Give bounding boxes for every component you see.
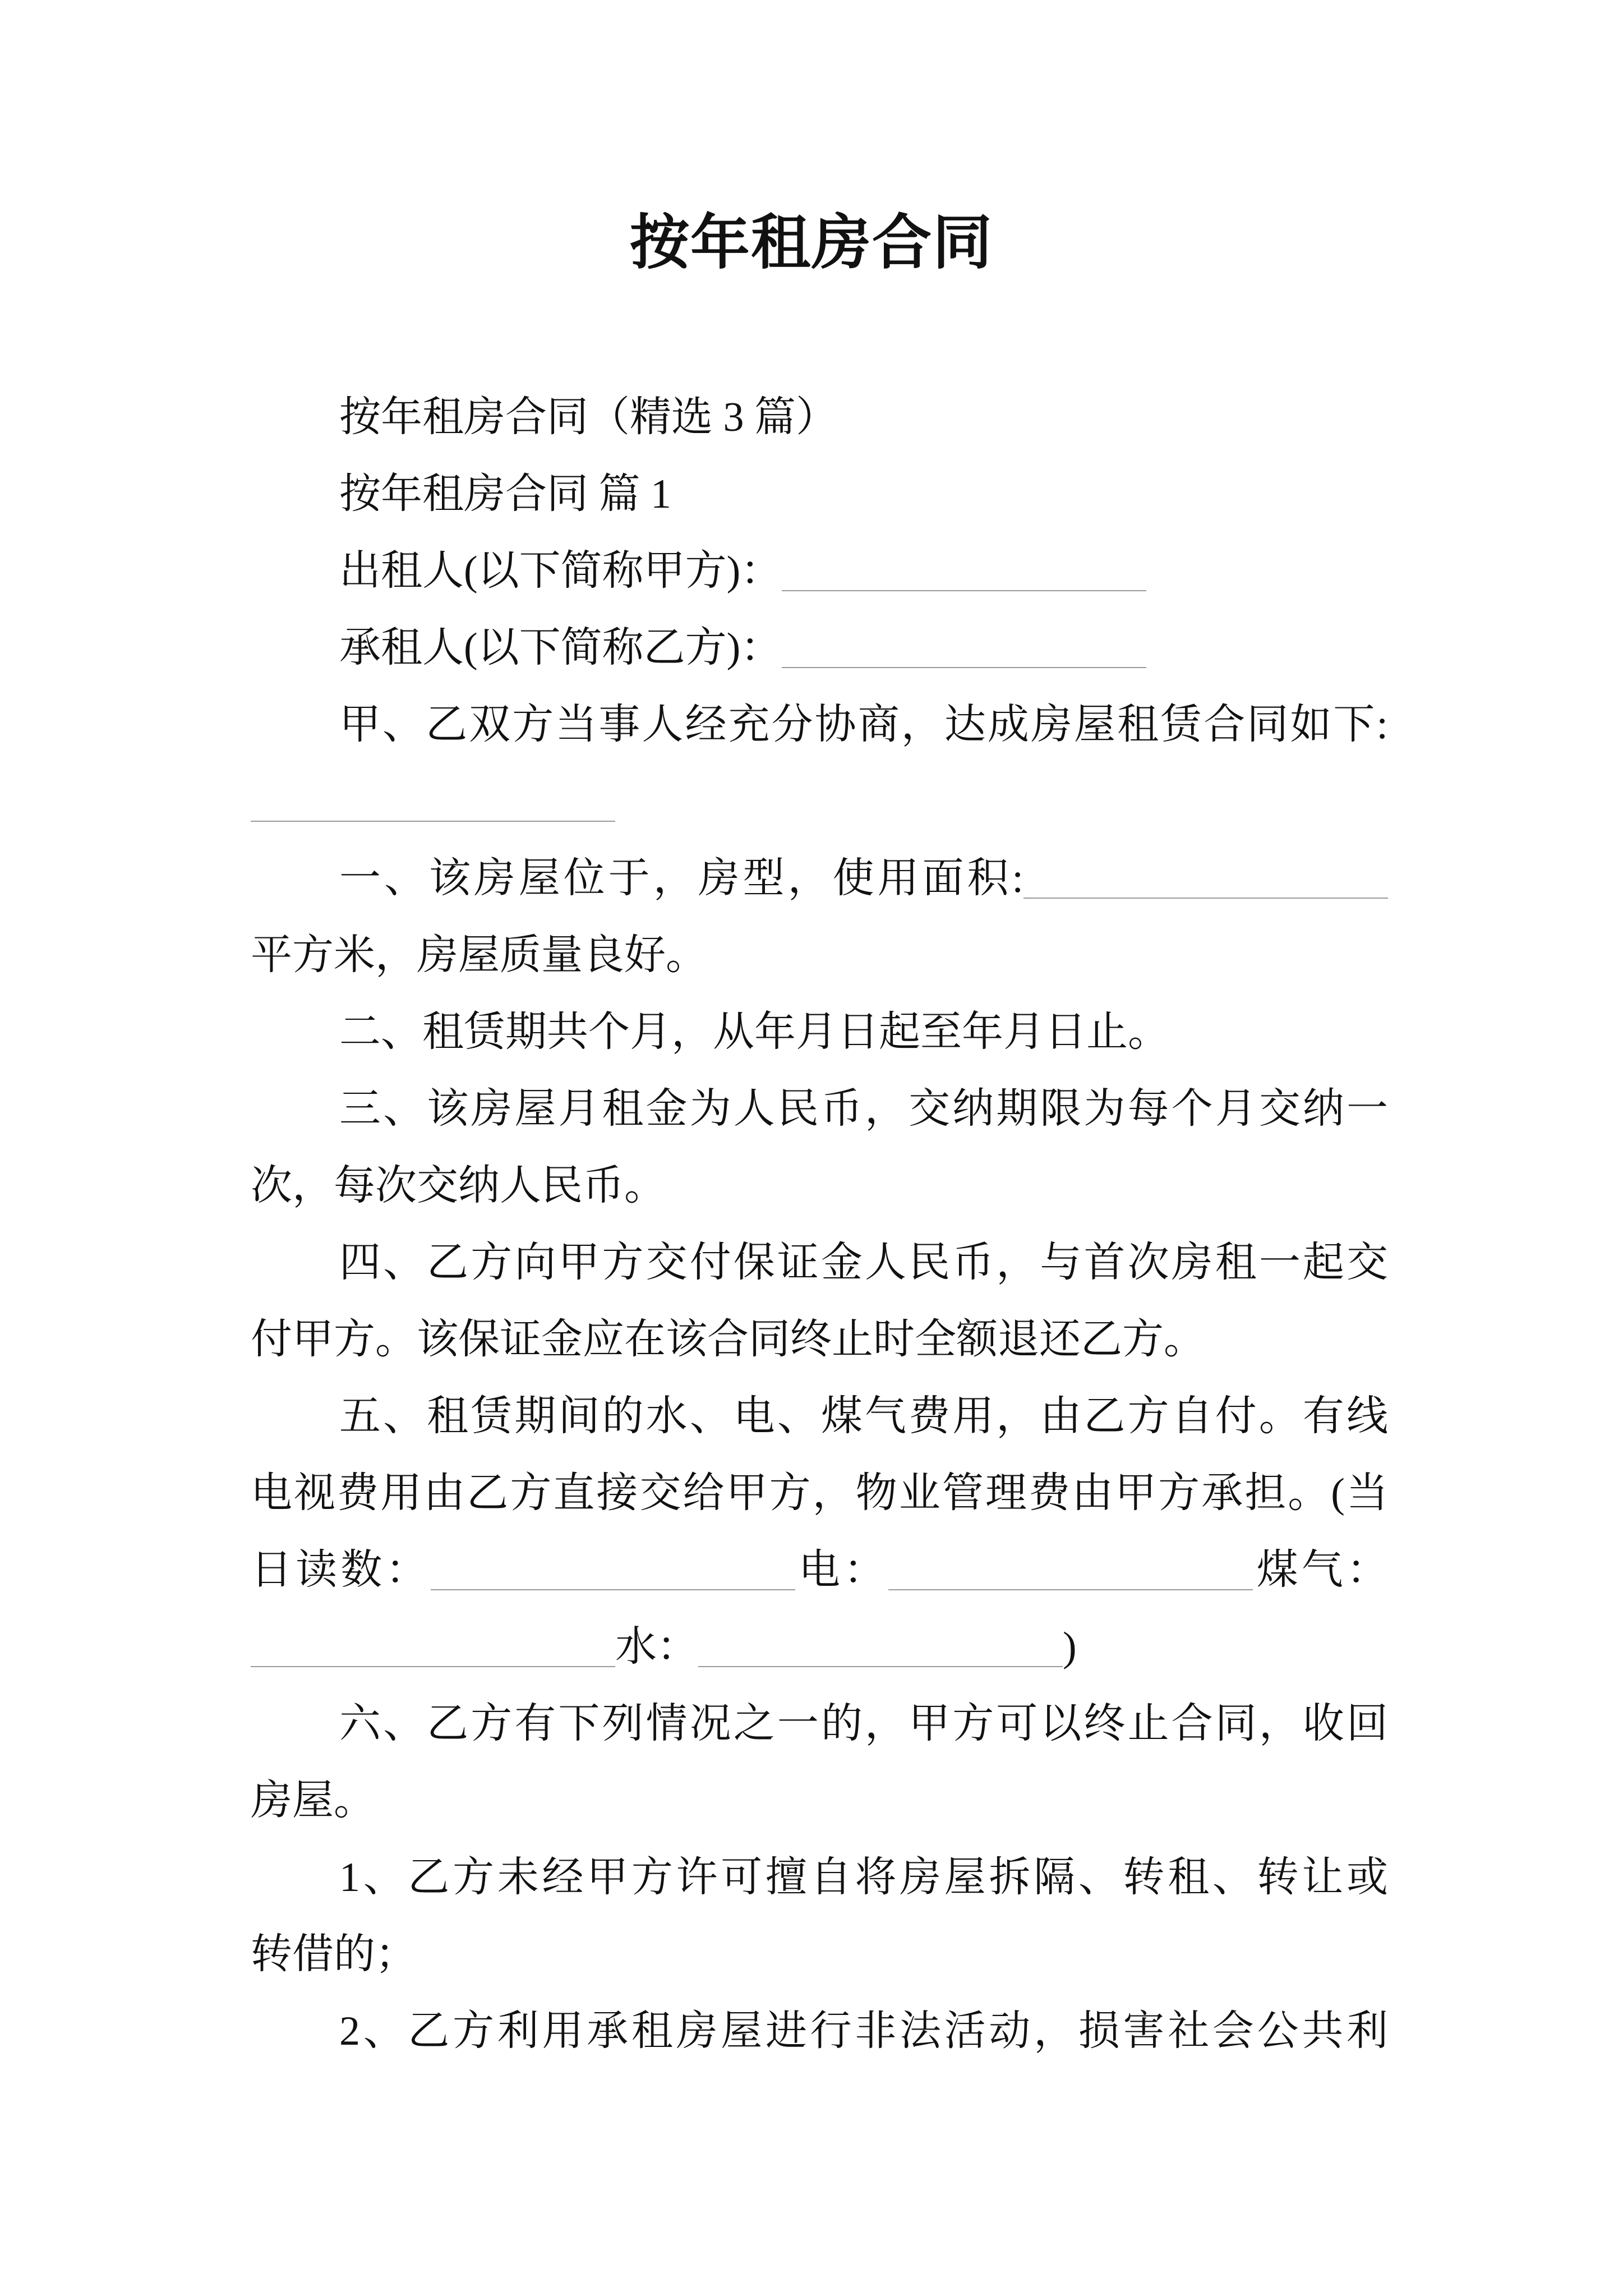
meter-readings-line-2 (251, 1609, 1388, 1686)
lessee-name-blank (782, 645, 1146, 668)
lessor-line (251, 533, 1388, 610)
document-title: 按年租房合同 (630, 210, 993, 276)
clause-5-line-1: 五、租赁期间的水、电、煤气费用，由乙方自付。有线 (339, 1393, 1388, 1439)
intro-blank (251, 798, 615, 822)
water-label: 水： (615, 1624, 698, 1670)
clause-4-line-1: 四、乙方向甲方交付保证金人民币，与首次房租一起交 (339, 1240, 1388, 1286)
clause-3-line-1: 三、该房屋月租金为人民币，交纳期限为每个月交纳一 (339, 1086, 1388, 1132)
clause-2-line-1: 二、租赁期共个月，从年月日起至年月日止。 (339, 1009, 1169, 1055)
clause-6-item-2-line-1: 2、乙方利用承租房屋进行非法活动，损害社会公共利 (339, 2008, 1388, 2054)
clause-6-line-2: 房屋。 (251, 1778, 375, 1824)
lessee-line (251, 610, 1388, 687)
water-blank (698, 1644, 1063, 1667)
electricity-label: 电： (795, 1547, 889, 1593)
lessor-name-blank (782, 568, 1146, 591)
closing-paren: ) (1063, 1624, 1077, 1670)
clause-6-item-1-line-2: 转借的； (251, 1931, 417, 1977)
clause-5-line-2: 电视费用由乙方直接交给甲方，物业管理费由甲方承担。(当 (251, 1470, 1388, 1516)
clause-6-item-1-line-1: 1、乙方未经甲方许可擅自将房屋拆隔、转租、转让或 (339, 1855, 1388, 1901)
intro-blank-line (251, 763, 1388, 840)
gas-label: 煤气： (1253, 1547, 1388, 1593)
clause-6-line-1: 六、乙方有下列情况之一的，甲方可以终止合同，收回 (339, 1701, 1388, 1747)
part-heading: 按年租房合同 篇 1 (339, 471, 671, 517)
reading-date-label: 日读数： (251, 1547, 431, 1593)
clause-1-line-2: 平方米，房屋质量良好。 (251, 932, 707, 978)
gas-blank (251, 1644, 615, 1667)
document-body (251, 379, 1388, 2070)
meter-readings-line-1 (251, 1532, 1388, 1609)
clause-1-text: 一、该房屋位于，房型，使用面积: (339, 855, 1023, 901)
clause-3-line-2: 次，每次交纳人民币。 (251, 1163, 666, 1209)
intro-paragraph: 甲、乙双方当事人经充分协商，达成房屋租赁合同如下: (339, 702, 1388, 748)
area-blank (1023, 875, 1388, 899)
clause-4-line-2: 付甲方。该保证金应在该合同终止时全额退还乙方。 (251, 1317, 1205, 1363)
electricity-blank (888, 1567, 1253, 1590)
lessor-label: 出租人(以下简称甲方)： (339, 548, 782, 594)
lessee-label: 承租人(以下简称乙方)： (339, 625, 782, 671)
reading-date-blank (431, 1567, 795, 1590)
collection-title: 按年租房合同（精选 3 篇） (339, 394, 837, 440)
clause-1-line-1 (251, 840, 1388, 917)
